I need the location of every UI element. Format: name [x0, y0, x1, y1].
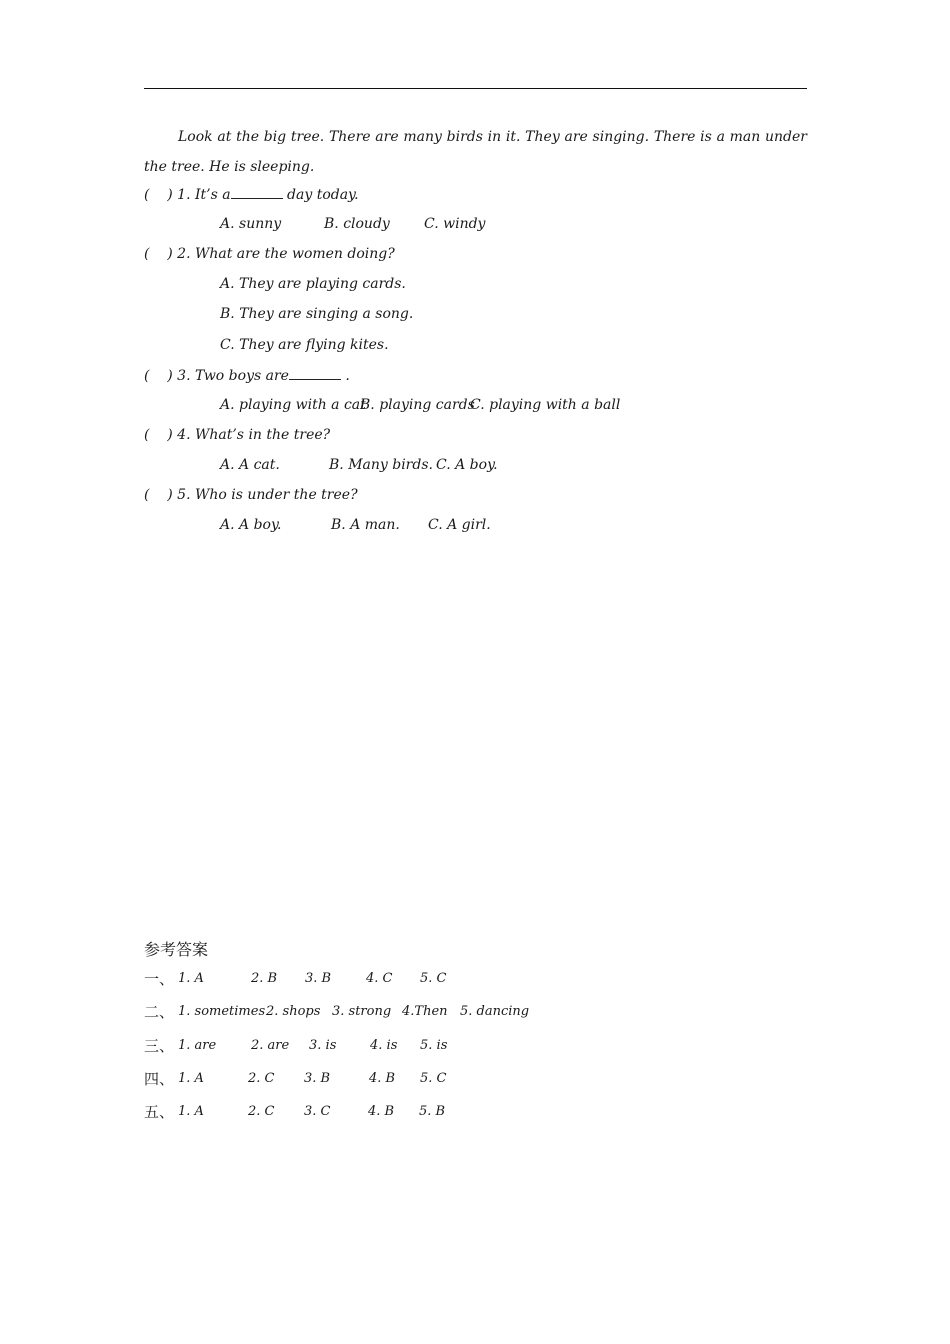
answer-row-label: 五、 — [144, 1103, 175, 1121]
question-1-suffix: day today. — [282, 187, 359, 203]
header-rule — [144, 88, 807, 89]
answer-row-label: 二、 — [144, 1003, 175, 1021]
option-a: A. sunny — [220, 216, 282, 232]
answer-item: 2. C — [248, 1104, 275, 1119]
question-3 — [144, 365, 350, 386]
answer-item: 1. A — [178, 971, 204, 986]
question-2 — [144, 244, 395, 264]
answer-item: 5. is — [420, 1038, 448, 1053]
answer-row-label: 一、 — [144, 970, 175, 988]
option-c: C. They are flying kites. — [220, 337, 389, 353]
answer-row-label: 三、 — [144, 1037, 175, 1055]
answer-blank — [289, 365, 341, 380]
option-c: C. A boy. — [436, 457, 498, 473]
option-b: B. Many birds. — [329, 457, 433, 473]
answer-item: 2. B — [251, 971, 278, 986]
answer-item: 2. C — [248, 1071, 275, 1086]
answer-item: 1. are — [178, 1038, 217, 1053]
answer-item: 5. C — [420, 971, 447, 986]
answer-key-title: 参考答案 — [144, 940, 209, 959]
answer-item: 5. dancing — [460, 1004, 530, 1019]
option-c: C. playing with a ball — [470, 397, 621, 413]
answer-item: 1. A — [178, 1104, 204, 1119]
answer-row-label: 四、 — [144, 1070, 175, 1088]
answer-item: 3. B — [305, 971, 332, 986]
question-1-prefix: ( ) 1. It’s a — [144, 187, 231, 203]
option-a: A. A boy. — [220, 517, 282, 533]
answer-item: 4. C — [366, 971, 393, 986]
option-a: A. playing with a cat — [220, 397, 366, 413]
question-4 — [144, 425, 330, 445]
question-4-prefix: ( ) 4. What’s in the tree? — [144, 427, 331, 443]
answer-item: 3. B — [304, 1071, 331, 1086]
option-a: A. They are playing cards. — [220, 276, 406, 292]
question-5-prefix: ( ) 5. Who is under the tree? — [144, 487, 358, 503]
answer-item: 5. C — [420, 1071, 447, 1086]
option-a: A. A cat. — [220, 457, 280, 473]
answer-item: 3. C — [304, 1104, 331, 1119]
answer-item: 1. A — [178, 1071, 204, 1086]
answer-item: 4. is — [370, 1038, 398, 1053]
option-c: C. windy — [424, 216, 486, 232]
question-5 — [144, 485, 358, 505]
answer-item: 4.Then — [402, 1004, 448, 1019]
reading-passage: Look at the big tree. There are many birds in it. They are singing. There is a man under the tree. He is sleeping. — [144, 129, 807, 175]
answer-item: 5. B — [419, 1104, 446, 1119]
question-2-prefix: ( ) 2. What are the women doing? — [144, 246, 395, 262]
option-b: B. A man. — [331, 517, 400, 533]
answer-item: 2. are — [251, 1038, 290, 1053]
option-b: B. playing cards — [360, 397, 475, 413]
answer-item: 2. shops — [266, 1004, 321, 1019]
answer-blank — [231, 184, 283, 199]
option-b: B. cloudy — [324, 216, 390, 232]
answer-item: 4. B — [369, 1071, 396, 1086]
question-3-prefix: ( ) 3. Two boys are — [144, 368, 289, 384]
answer-item: 4. B — [368, 1104, 395, 1119]
question-1 — [144, 184, 359, 205]
answer-item: 1. sometimes — [178, 1004, 266, 1019]
option-b: B. They are singing a song. — [220, 306, 414, 322]
answer-item: 3. strong — [332, 1004, 392, 1019]
option-c: C. A girl. — [428, 517, 491, 533]
question-3-suffix: . — [340, 368, 350, 384]
answer-item: 3. is — [309, 1038, 337, 1053]
